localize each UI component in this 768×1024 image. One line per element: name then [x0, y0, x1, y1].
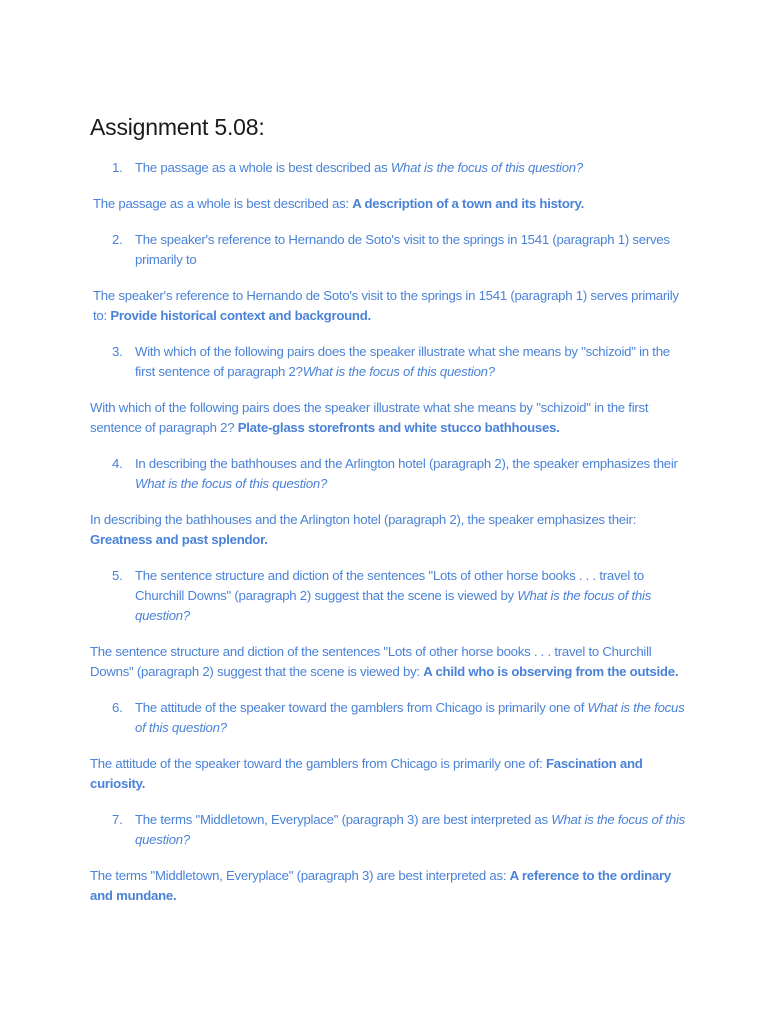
question-number: 6. [112, 700, 123, 715]
question-focus: What is the focus of this question? [135, 588, 652, 623]
question-item [90, 698, 692, 738]
answer-prompt: The terms "Middletown, Everyplace" (paragraph 3) are best interpreted as: [90, 868, 510, 883]
question-item [90, 566, 692, 626]
answer-paragraph [90, 642, 692, 682]
document-title: Assignment 5.08: [90, 114, 265, 140]
question-text [135, 698, 692, 738]
answer-paragraph [90, 866, 692, 906]
question-item [90, 810, 692, 850]
question-number: 4. [112, 456, 123, 471]
answer-prompt: In describing the bathhouses and the Arlington hotel (paragraph 2), the speaker emphasizes their: [90, 512, 637, 527]
question-focus: What is the focus of this question? [135, 700, 685, 735]
answer-text: A child who is observing from the outside. [423, 664, 679, 679]
answer-paragraph [90, 510, 692, 550]
question-stem: The speaker's reference to Hernando de Soto's visit to the springs in 1541 (paragraph 1) serves primarily to [135, 232, 670, 267]
question-text [135, 566, 692, 626]
question-stem: The passage as a whole is best described as [135, 160, 391, 175]
answer-text: Greatness and past splendor. [90, 532, 268, 547]
question-text [135, 342, 692, 382]
answer-prompt: The sentence structure and diction of the sentences "Lots of other horse books . . . travel to Churchill Downs" (paragraph 2) suggest that the scene is viewed by: [90, 644, 652, 679]
question-focus: What is the focus of this question? [390, 160, 583, 175]
answer-text: Plate-glass storefronts and white stucco bathhouses. [237, 420, 560, 435]
question-stem: In describing the bathhouses and the Arlington hotel (paragraph 2), the speaker emphasizes their [135, 456, 678, 471]
question-number: 1. [112, 160, 123, 175]
question-text [135, 230, 692, 270]
question-text [135, 454, 692, 494]
answer-paragraph [90, 286, 692, 326]
question-number: 5. [112, 568, 123, 583]
answer-paragraph [90, 754, 692, 794]
question-item [90, 230, 692, 270]
question-item [90, 454, 692, 494]
question-text [135, 158, 692, 178]
question-item [90, 342, 692, 382]
question-number: 3. [112, 344, 123, 359]
question-text [135, 810, 692, 850]
question-focus: What is the focus of this question? [135, 812, 685, 847]
answer-text: Fascination and curiosity. [90, 756, 643, 791]
answer-text: A reference to the ordinary and mundane. [90, 868, 671, 903]
question-focus: What is the focus of this question? [302, 364, 495, 379]
question-stem: The terms "Middletown, Everyplace" (paragraph 3) are best interpreted as [135, 812, 552, 827]
answer-paragraph [90, 398, 692, 438]
question-item [90, 158, 692, 178]
answer-text: Provide historical context and background. [110, 308, 371, 323]
question-stem: The sentence structure and diction of the sentences "Lots of other horse books . . . travel to Churchill Downs" (paragraph 2) suggest that the scene is viewed by [135, 568, 644, 603]
answer-text: A description of a town and its history. [352, 196, 585, 211]
question-focus: What is the focus of this question? [135, 476, 328, 491]
answer-prompt: The passage as a whole is best described as: [93, 196, 353, 211]
question-stem: With which of the following pairs does the speaker illustrate what she means by "schizoid" in the first sentence of paragraph 2? [135, 344, 670, 379]
question-number: 2. [112, 232, 123, 247]
question-number: 7. [112, 812, 123, 827]
answer-prompt: The speaker's reference to Hernando de Soto's visit to the springs in 1541 (paragraph 1) serves primarily to: [93, 288, 679, 323]
question-stem: The attitude of the speaker toward the gamblers from Chicago is primarily one of [135, 700, 588, 715]
answer-prompt: The attitude of the speaker toward the gamblers from Chicago is primarily one of: [90, 756, 546, 771]
answer-paragraph [90, 194, 692, 214]
answer-prompt: With which of the following pairs does the speaker illustrate what she means by "schizoid" in the first sentence of paragraph 2? [90, 400, 649, 435]
